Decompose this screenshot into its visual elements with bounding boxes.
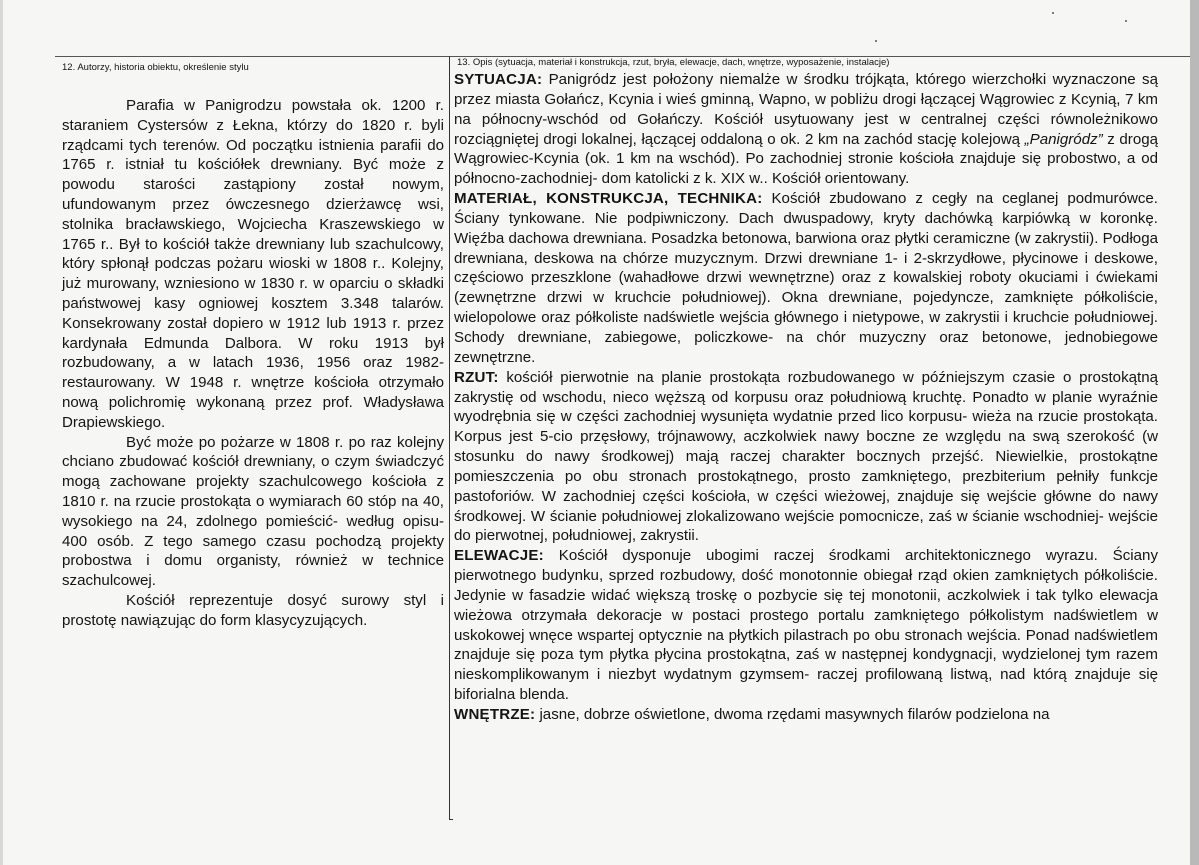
section-title: ELEWACJE: <box>454 547 544 565</box>
section-title: MATERIAŁ, KONSTRUKCJA, TECHNIKA: <box>454 190 763 208</box>
scan-speck <box>1052 12 1054 14</box>
scan-speck <box>875 40 877 42</box>
section-text: kościół pierwotnie na planie prostokąta rozbudowanego w późniejszym czasie o prostokątną zakrystię od wschodu, nieco węższą od korpusu oraz południową kruchtę. Ponadto w planie wyraźnie wyodrębnia się w części zachodniej wysunięta wydatnie przed lico korpusu- wieża na rzucie prostokąta. Korpus jest 5-cio przęsłowy, trójnawowy, aczkolwiek nawy boczne ze względu na swą szerokość (w stosunku do nawy środkowej) mają raczej charakter bocznych przejść. Niewielkie, prostokątne pomieszczenia po obu stronach prostokątnego, prosto zamkniętego, prezbiterium pełniły funkcje pastoforiów. W zachodniej części kościoła, w części wieżowej, znajduje się wejście główne do nawy środkowej. W ścianie południowej zlokalizowano wejście pomocnicze, zaś w ścianie wschodniej- wejście do pierwotnej, południowej, zakrystii. <box>454 368 1158 545</box>
section-elevations <box>454 546 1158 705</box>
scan-speck <box>1125 20 1127 22</box>
section-interior <box>454 705 1158 725</box>
section-title: RZUT: <box>454 368 499 386</box>
scan-edge-right <box>1190 0 1199 865</box>
section-text: jasne, dobrze oświetlone, dwoma rzędami masywnych filarów podzielona na <box>535 706 1050 723</box>
left-column-heading: 12. Autorzy, historia obiektu, określenie stylu <box>62 62 249 73</box>
history-paragraph: Kościół reprezentuje dosyć surowy styl i prostotę nawiązując do form klasycyzujących. <box>62 591 444 629</box>
section-italic-text: „Panigródz” <box>1024 130 1103 148</box>
history-paragraph: Być może po pożarze w 1808 r. po raz kolejny chciano zbudować kościół drewniany, o czym świadczyć mogą zachowane projekty szachulcowego kościoła z 1810 r. na rzucie prostokąta o wymiarach 60 stóp na 40, wysokiego na 24, zdolnego pomieścić- według opisu- 400 osób. Z tego samego czasu pochodzą projekty probostwa i domu organisty, również w technice szachulcowej. <box>62 433 444 590</box>
section-text: z drogą Wągrowiec-Kcynia (ok. 1 km na wschód). Po zachodniej stronie kościoła znajduje się probostwo, a od północno-zachodniej- dom katolicki z k. XIX w.. Kościół orientowany. <box>454 130 1158 188</box>
section-text: Panigródz jest położony niemalże w środku trójkąta, którego wierzchołki wyznaczone są przez miasta Gołańcz, Kcynia i wieś gminną, Wapno, w pobliżu drogi łączącej Wągrowiec z Kcynią, 7 km na północny-wschód od Gołańczy. Kościół usytuowany jest w centralnej części równoleżnikowo rozciągniętej drogi lokalnej, łączącej oddaloną o ok. 2 km na zachód stację kolejową <box>454 71 1158 148</box>
section-text: Kościół zbudowano z cegły na ceglanej podmurówce. Ściany tynkowane. Nie podpiwniczony. Dach dwuspadowy, kryty dachówką karpiówką w koronkę. Więźba dachowa drewniana. Posadzka betonowa, barwiona oraz płytki ceramiczne (w zakrystii). Podłoga drewniana, deskowa na chórze muzycznym. Drzwi drewniane 1- i 2-skrzydłowe, płycinowe i deskowe, częściowo przeszklone (wahadłowe drzwi wewnętrzne) oraz z kowalskiej roboty okuciami i ćwiekami (zewnętrzne drzwi w kruchcie południowej). Okna drewniane, pojedyncze, zamknięte półkoliście, wielopolowe oraz półkoliste nadświetle wejścia głównego i nietypowe, w zakrystii i kruchcie południowej. Schody drewniane, zabiegowe, policzkowe- na chór muzyczny oraz betonowe, jednobiegowe zewnętrzne. <box>454 190 1158 366</box>
section-situation <box>454 70 1158 189</box>
section-plan <box>454 368 1158 547</box>
table-bottom-tick <box>449 819 453 820</box>
history-paragraph: Parafia w Panigrodzu powstała ok. 1200 r. staraniem Cystersów z Łekna, którzy do 1820 r. byli rządcami tych terenów. Od początku istnienia parafii do 1765 r. istniał tu kościółek drewniany. Być może z powodu starości zastąpiony został nowym, ufundowanym przez ówczesnego dzierżawcę wsi, stolnika bracławskiego, Wojciecha Kraszewskiego w 1765 r.. Był to kościół także drewniany lub szachulcowy, który spłonął podczas pożaru wioski w 1808 r.. Kolejny, już murowany, wzniesiono w 1830 r. w oparciu o składki państwowej kasy ogniowej kosztem 3.348 talarów. Konsekrowany został dopiero w 1912 lub 1913 r. przez kardynała Edmunda Dalbora. W roku 1913 był rozbudowany, a w latach 1936, 1956 oraz 1982- restaurowany. W 1948 r. wnętrze kościoła otrzymało nową polichromię wykonaną przez prof. Władysława Drapiewskiego. <box>62 97 444 431</box>
section-material <box>454 189 1158 368</box>
scan-edge-left <box>0 0 3 865</box>
right-column-heading: 13. Opis (sytuacja, materiał i konstrukcja, rzut, bryła, elewacje, dach, wnętrze, wyposażenie, instalacje) <box>457 57 890 68</box>
column-divider <box>449 56 450 820</box>
history-column <box>62 96 444 631</box>
description-column <box>454 70 1158 725</box>
section-title: WNĘTRZE: <box>454 706 536 723</box>
section-title: SYTUACJA: <box>454 71 543 88</box>
section-text: Kościół dysponuje ubogimi raczej środkami architektonicznego wyrazu. Ściany pierwotnego budynku, sprzed rozbudowy, dość monotonnie obiegał rząd okien zamkniętych półkoliście. Jedynie w fasadzie widać większą troskę o pozbycie się tej monotonii, aczkolwiek i tak tylko elewacja wieżowa otrzymała dekoracje w postaci prostego portalu zamkniętego półkolistym nadświetlem w uskokowej wnęce wspartej optycznie na płytkich pilastrach po obu stronach wejścia. Ponad nadświetlem znajduje się poza tym płytka płycina prostokątna, zaś w następnej kondygnacji, wydzielonej tym razem nieskomplikowanym i niezbyt wydatnym gzymsem- raczej profilowaną listwą, nad którą znajduje się biforialna blenda. <box>454 547 1158 704</box>
